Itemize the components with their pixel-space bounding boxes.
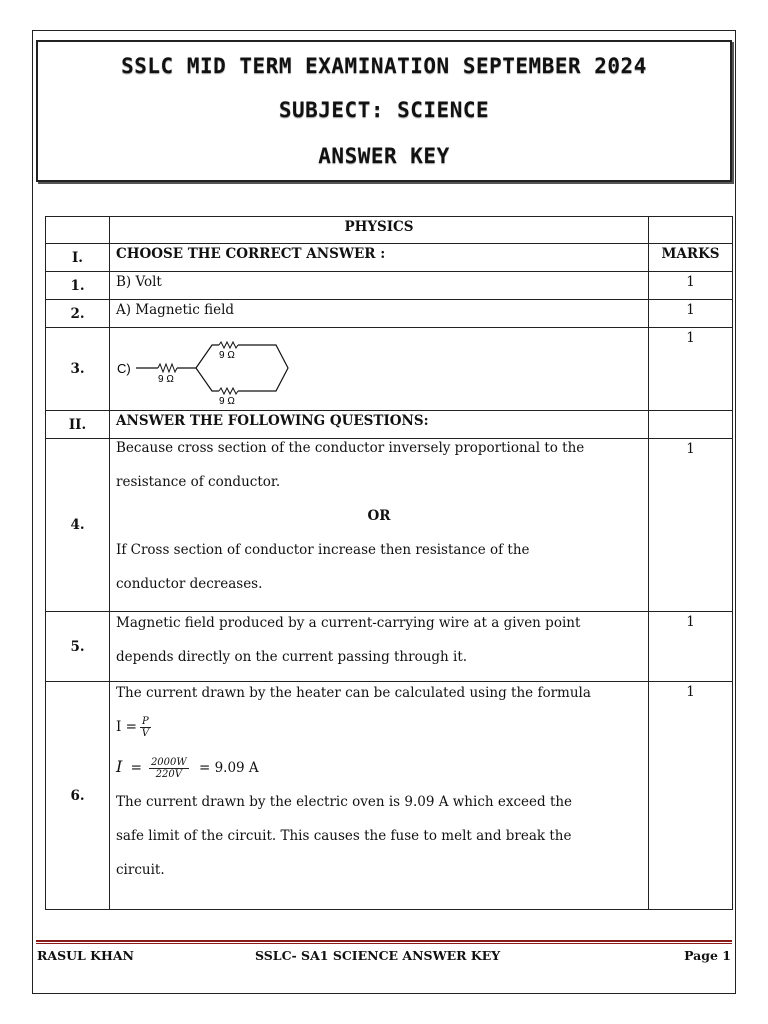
section-heading: CHOOSE THE CORRECT ANSWER : [110, 244, 649, 272]
resistor-left-label: 9 Ω [158, 374, 174, 385]
marks-value: 1 [649, 682, 733, 910]
answer-text: B) Volt [110, 272, 649, 300]
marks-value: 1 [649, 272, 733, 300]
marks-value: 1 [649, 612, 733, 682]
question-number: 4. [46, 439, 110, 612]
formula: I = $\frac{P}{V}$ [116, 716, 149, 739]
option-label: C) [117, 361, 131, 376]
subject-title: SUBJECT: SCIENCE [278, 98, 490, 122]
marks-header: MARKS [649, 244, 733, 272]
resistor-bottom-label: 9 Ω [219, 396, 235, 406]
title-box [36, 40, 732, 182]
footer-rule [36, 943, 732, 944]
circuit-answer [110, 328, 649, 411]
or-separator: OR [367, 508, 391, 524]
marks-value: 1 [649, 439, 733, 612]
page-number: Page 1 [684, 948, 731, 963]
footer-author: RASUL KHAN [37, 948, 134, 963]
section-title: PHYSICS [110, 217, 649, 244]
calculation: I = $\frac{2000W}{220V}$ = 9.09 A [116, 757, 259, 780]
table-row [46, 612, 733, 682]
marks-value: 1 [649, 300, 733, 328]
footer [37, 948, 731, 966]
section-heading: ANSWER THE FOLLOWING QUESTIONS: [110, 411, 649, 439]
question-number: 5. [46, 612, 110, 682]
question-number: 3. [46, 328, 110, 411]
answer-text: Magnetic field produced by a current-carrying wire at a given point depends directly on the current passing through it. [110, 612, 649, 682]
answer-text: A) Magnetic field [110, 300, 649, 328]
resistor-top-icon [219, 342, 238, 348]
section-header-row [46, 217, 733, 244]
exam-title: SSLC MID TERM EXAMINATION SEPTEMBER 2024 [121, 54, 647, 78]
table-row [46, 244, 733, 272]
question-number: 6. [46, 682, 110, 910]
answer-key-title: ANSWER KEY [318, 144, 450, 168]
table-row [46, 272, 733, 300]
section-number: I. [46, 244, 110, 272]
table-row [46, 439, 733, 612]
answer-text: Because cross section of the conductor inversely proportional to the resistance of conductor. OR If Cross section of conductor increase then resistance of the conductor decreases. [110, 439, 649, 612]
resistor-bottom-icon [219, 388, 238, 394]
fraction: $\frac{P}{V}$ [141, 716, 149, 739]
question-number: 2. [46, 300, 110, 328]
answer-text: The current drawn by the heater can be calculated using the formula I = $\frac{P}{V}$ I = $\frac{2000W}{220V}$ = 9.09 A The current drawn by the electric oven is 9.09 A which exceed the safe limit of the circuit. This causes the fuse to melt and break the circuit. [110, 682, 649, 910]
table-row [46, 300, 733, 328]
wire [196, 368, 219, 391]
footer-rule [36, 940, 732, 942]
marks-value: 1 [649, 328, 733, 411]
wire [238, 345, 288, 391]
footer-title: SSLC- SA1 SCIENCE ANSWER KEY [255, 948, 501, 963]
answer-table [45, 216, 733, 910]
question-number: 1. [46, 272, 110, 300]
section-number: II. [46, 411, 110, 439]
resistor-left-icon [158, 364, 177, 372]
resistor-circuit-diagram [116, 332, 316, 406]
fraction: $\frac{2000W}{220V}$ [150, 757, 187, 780]
table-row [46, 328, 733, 411]
wire [196, 345, 219, 368]
resistor-top-label: 9 Ω [219, 350, 235, 361]
table-row [46, 682, 733, 910]
